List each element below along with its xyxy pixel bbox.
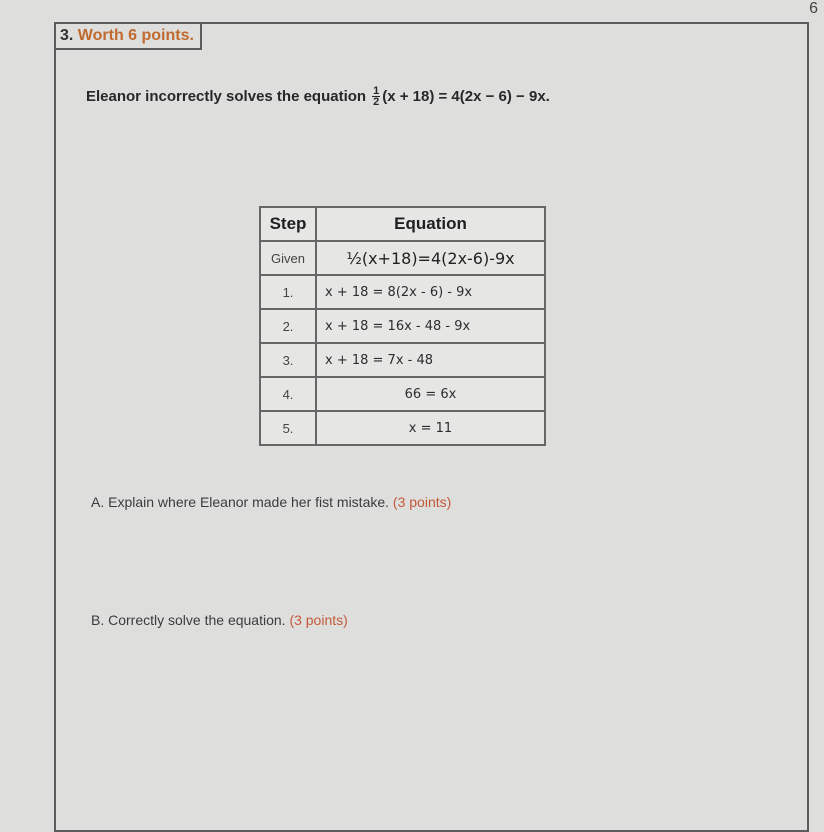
question-number: 3. — [60, 27, 74, 44]
equation-cell: x + 18 = 16x - 48 - 9x — [316, 309, 545, 343]
equation-rest: (x + 18) = 4(2x − 6) − 9x. — [382, 88, 550, 105]
question-worth: Worth 6 points. — [77, 27, 194, 44]
table-row — [260, 309, 545, 343]
equation-cell: ½(x+18)=4(2x-6)-9x — [316, 241, 545, 275]
part-b-points: (3 points) — [289, 612, 348, 628]
equation-cell: x + 18 = 7x - 48 — [316, 343, 545, 377]
part-a-points: (3 points) — [392, 494, 452, 510]
part-a-prompt — [91, 494, 451, 510]
step-cell: 3. — [260, 343, 316, 377]
step-cell: 2. — [260, 309, 316, 343]
table-row — [260, 343, 545, 377]
header-equation: Equation — [316, 207, 545, 241]
table-row — [260, 275, 545, 309]
table-row — [260, 411, 545, 445]
part-a-text: A. Explain where Eleanor made her fist mistake. — [91, 494, 390, 510]
prompt-text: Eleanor incorrectly solves the equation — [86, 88, 367, 105]
part-b-text: B. Correctly solve the equation. — [91, 612, 286, 628]
step-cell: 5. — [260, 411, 316, 445]
equation-fraction — [372, 86, 380, 107]
steps-table — [259, 206, 546, 446]
fraction-denominator: 2 — [373, 96, 380, 108]
question-header — [56, 24, 202, 50]
equation-cell: 66 = 6x — [316, 377, 545, 411]
equation-cell: x + 18 = 8(2x - 6) - 9x — [316, 275, 545, 309]
step-cell: 1. — [260, 275, 316, 309]
fraction-numerator: 1 — [373, 85, 380, 97]
table-row — [260, 241, 545, 275]
question-box — [54, 22, 809, 832]
header-step: Step — [260, 207, 316, 241]
question-prompt — [86, 86, 550, 107]
table-row — [260, 377, 545, 411]
page-number: 6 — [809, 0, 818, 17]
step-cell: Given — [260, 241, 316, 275]
step-cell: 4. — [260, 377, 316, 411]
equation-cell: x = 11 — [316, 411, 545, 445]
table-header-row — [260, 207, 545, 241]
part-b-prompt — [91, 612, 348, 628]
